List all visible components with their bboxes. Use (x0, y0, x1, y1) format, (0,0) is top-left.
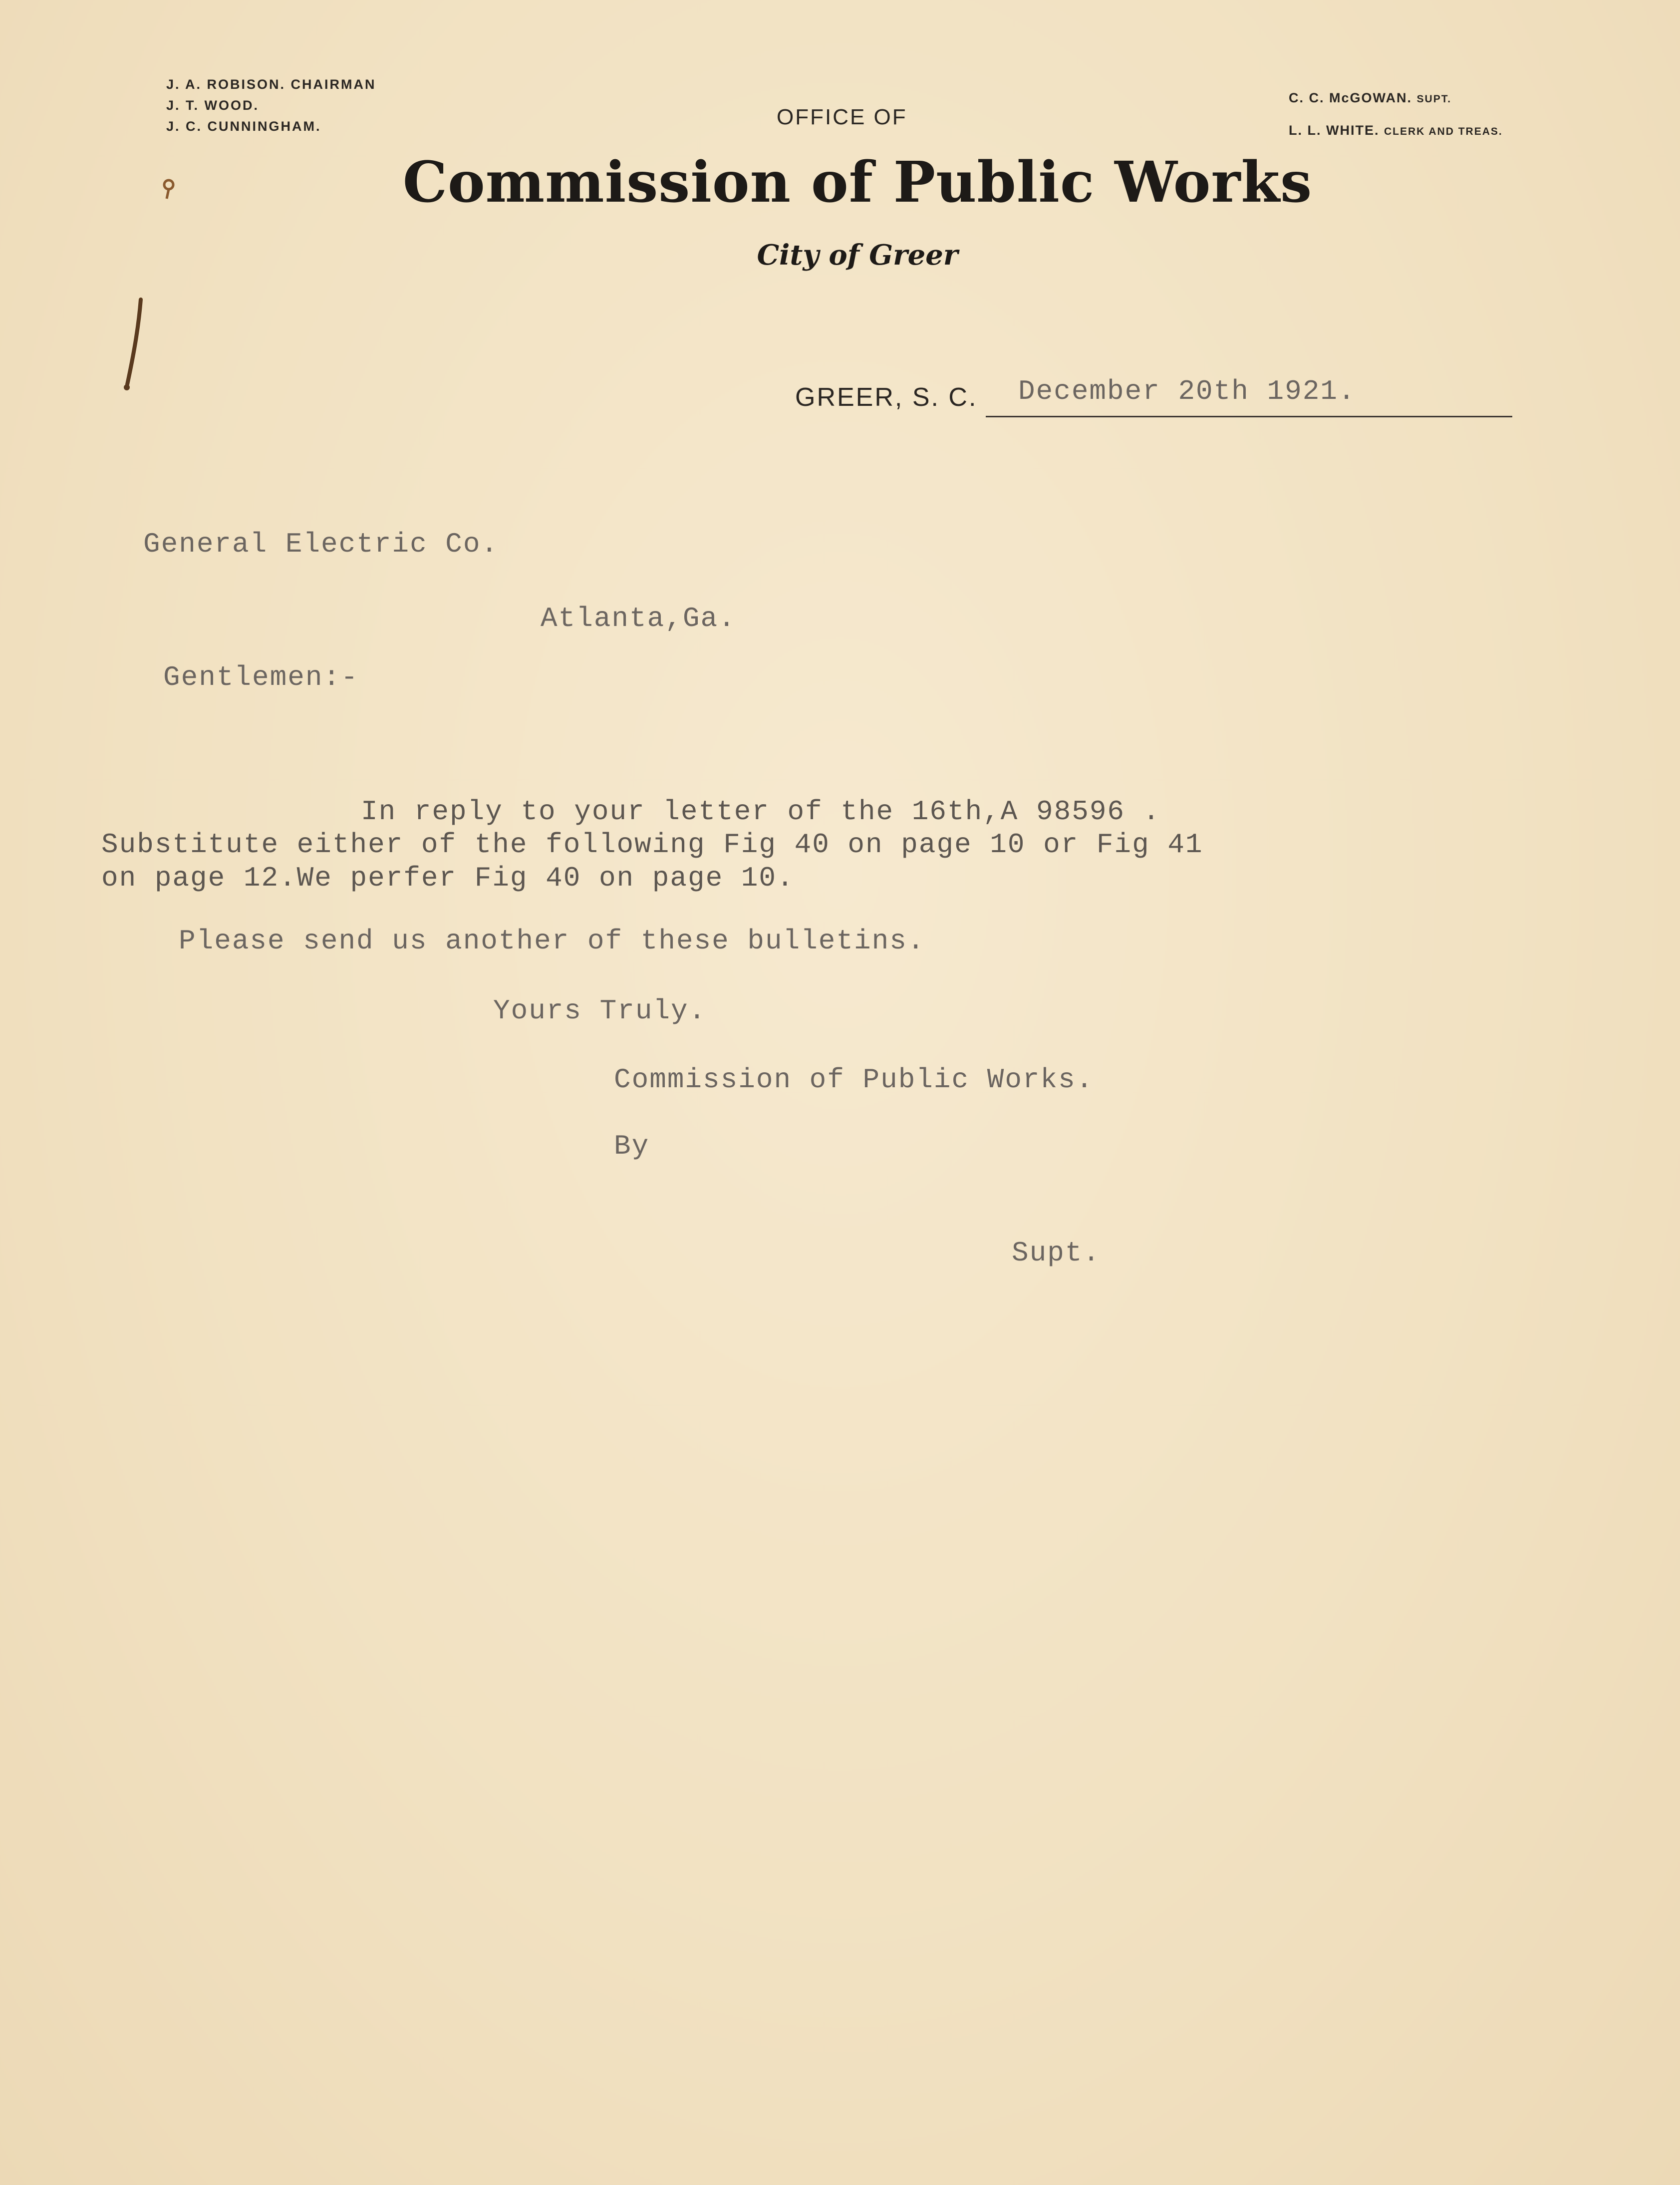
salutation: Gentlemen:- (163, 661, 359, 693)
letterhead-name: J. A. ROBISON. CHAIRMAN (166, 77, 376, 92)
body-line: Please send us another of these bulletins. (179, 925, 925, 957)
letterhead-name: J. C. CUNNINGHAM. (166, 119, 321, 134)
recipient-city: Atlanta,Ga. (541, 603, 736, 634)
rust-spot-mark (159, 176, 179, 206)
letterhead-right-names (1289, 82, 1503, 147)
letterhead-left-names (166, 74, 376, 137)
letterhead-name: J. T. WOOD. (166, 98, 260, 113)
ink-tick-mark (100, 290, 160, 399)
office-of-label: OFFICE OF (777, 105, 907, 129)
letterhead-title: Commission of Public Works (402, 150, 1313, 215)
officer-role: SUPT. (1416, 93, 1452, 105)
officer-role: CLERK AND TREAS. (1384, 126, 1503, 137)
letterhead-subtitle: City of Greer (757, 239, 958, 272)
body-line: In reply to your letter of the 16th,A 98596 . (361, 796, 1161, 828)
letterhead-officer (1289, 82, 1503, 115)
body-line: on page 12.We perfer Fig 40 on page 10. (101, 862, 795, 894)
closing: Yours Truly. (493, 995, 707, 1027)
date-rule (986, 416, 1512, 417)
signature-by: By (614, 1130, 650, 1162)
letter-date: December 20th 1921. (1018, 375, 1356, 407)
officer-name: C. C. McGOWAN. (1289, 90, 1412, 105)
signature-org: Commission of Public Works. (614, 1064, 1094, 1096)
signature-title: Supt. (1012, 1237, 1101, 1269)
letterhead-officer (1289, 115, 1503, 147)
officer-name: L. L. WHITE. (1289, 123, 1380, 138)
letterhead-place: GREER, S. C. (795, 383, 978, 412)
recipient-name: General Electric Co. (143, 528, 499, 560)
body-line: Substitute either of the following Fig 40 on page 10 or Fig 41 (101, 829, 1203, 861)
